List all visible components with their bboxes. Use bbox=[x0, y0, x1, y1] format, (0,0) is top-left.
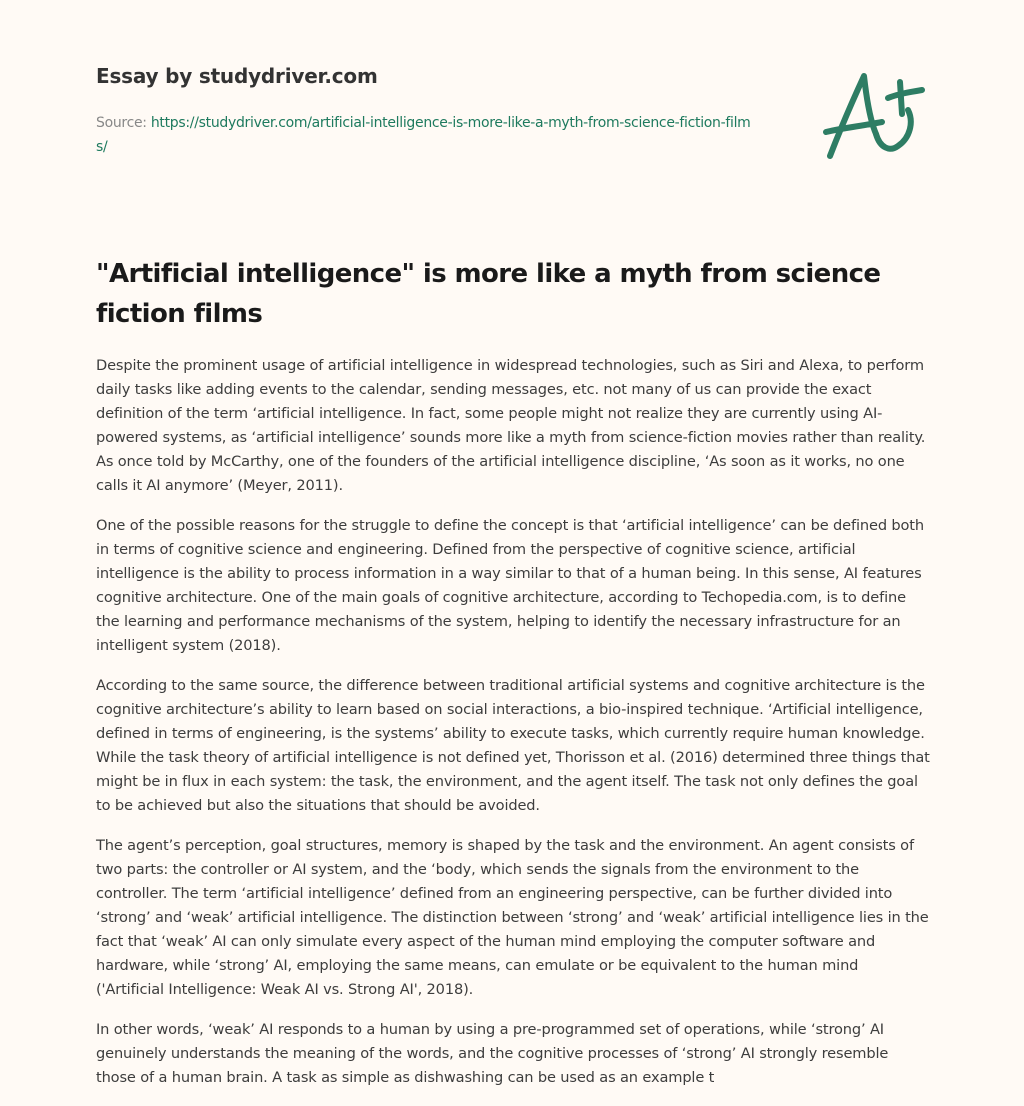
site-title: Essay by studydriver.com bbox=[96, 64, 378, 88]
source-label: Source: bbox=[96, 115, 147, 131]
essay-title: "Artificial intelligence" is more like a myth from science fiction films bbox=[96, 259, 881, 329]
essay-paragraph: One of the possible reasons for the struggle to define the concept is that ‘artificial intelligence’ can be defined both in terms of cognitive science and engineering. Defined from the perspective of cognitive science, artificial intelligence is the ability to process information in a way similar to that of a human being. In this sense, AI features cognitive architecture. One of the main goals of cognitive architecture, according to Techopedia.com, is to define the learning and performance mechanisms of the system, helping to identify the necessary infrastructure for an intelligent system (2018). bbox=[96, 517, 924, 654]
a-plus-grade-icon bbox=[818, 64, 930, 168]
essay-paragraph: In other words, ‘weak’ AI responds to a human by using a pre-programmed set of operations, while ‘strong’ AI genuinely understands the meaning of the words, and the cognitive processes of ‘strong’ AI strongly resemble those of a human brain. A task as simple as dishwashing can be used as an example t bbox=[96, 1021, 889, 1086]
essay-body bbox=[96, 354, 930, 1106]
essay-paragraph: The agent’s perception, goal structures, memory is shaped by the task and the environment. An agent consists of two parts: the controller or AI system, and the ‘body, which sends the signals from the environment to the controller. The term ‘artificial intelligence’ defined from an engineering perspective, can be further divided into ‘strong’ and ‘weak’ artificial intelligence. The distinction between ‘strong’ and ‘weak’ artificial intelligence lies in the fact that ‘weak’ AI can only simulate every aspect of the human mind employing the computer software and hardware, while ‘strong’ AI, employing the same means, can emulate or be equivalent to the human mind ('Artificial Intelligence: Weak AI vs. Strong AI', 2018). bbox=[96, 837, 929, 998]
source-link[interactable]: https://studydriver.com/artificial-intelligence-is-more-like-a-myth-from-science-fiction-films/ bbox=[96, 115, 751, 155]
source-line bbox=[96, 111, 756, 159]
essay-paragraph: According to the same source, the difference between traditional artificial systems and cognitive architecture is the cognitive architecture’s ability to learn based on social interactions, a bio-inspired technique. ‘Artificial intelligence, defined in terms of engineering, is the systems’ ability to execute tasks, which currently require human knowledge. While the task theory of artificial intelligence is not defined yet, Thorisson et al. (2016) determined three things that might be in flux in each system: the task, the environment, and the agent itself. The task not only defines the goal to be achieved but also the situations that should be avoided. bbox=[96, 677, 930, 814]
essay-paragraph: Despite the prominent usage of artificial intelligence in widespread technologies, such as Siri and Alexa, to perform daily tasks like adding events to the calendar, sending messages, etc. not many of us can provide the exact definition of the term ‘artificial intelligence. In fact, some people might not realize they are currently using AI-powered systems, as ‘artificial intelligence’ sounds more like a myth from science-fiction movies rather than reality. As once told by McCarthy, one of the founders of the artificial intelligence discipline, ‘As soon as it works, no one calls it AI anymore’ (Meyer, 2011). bbox=[96, 357, 926, 494]
